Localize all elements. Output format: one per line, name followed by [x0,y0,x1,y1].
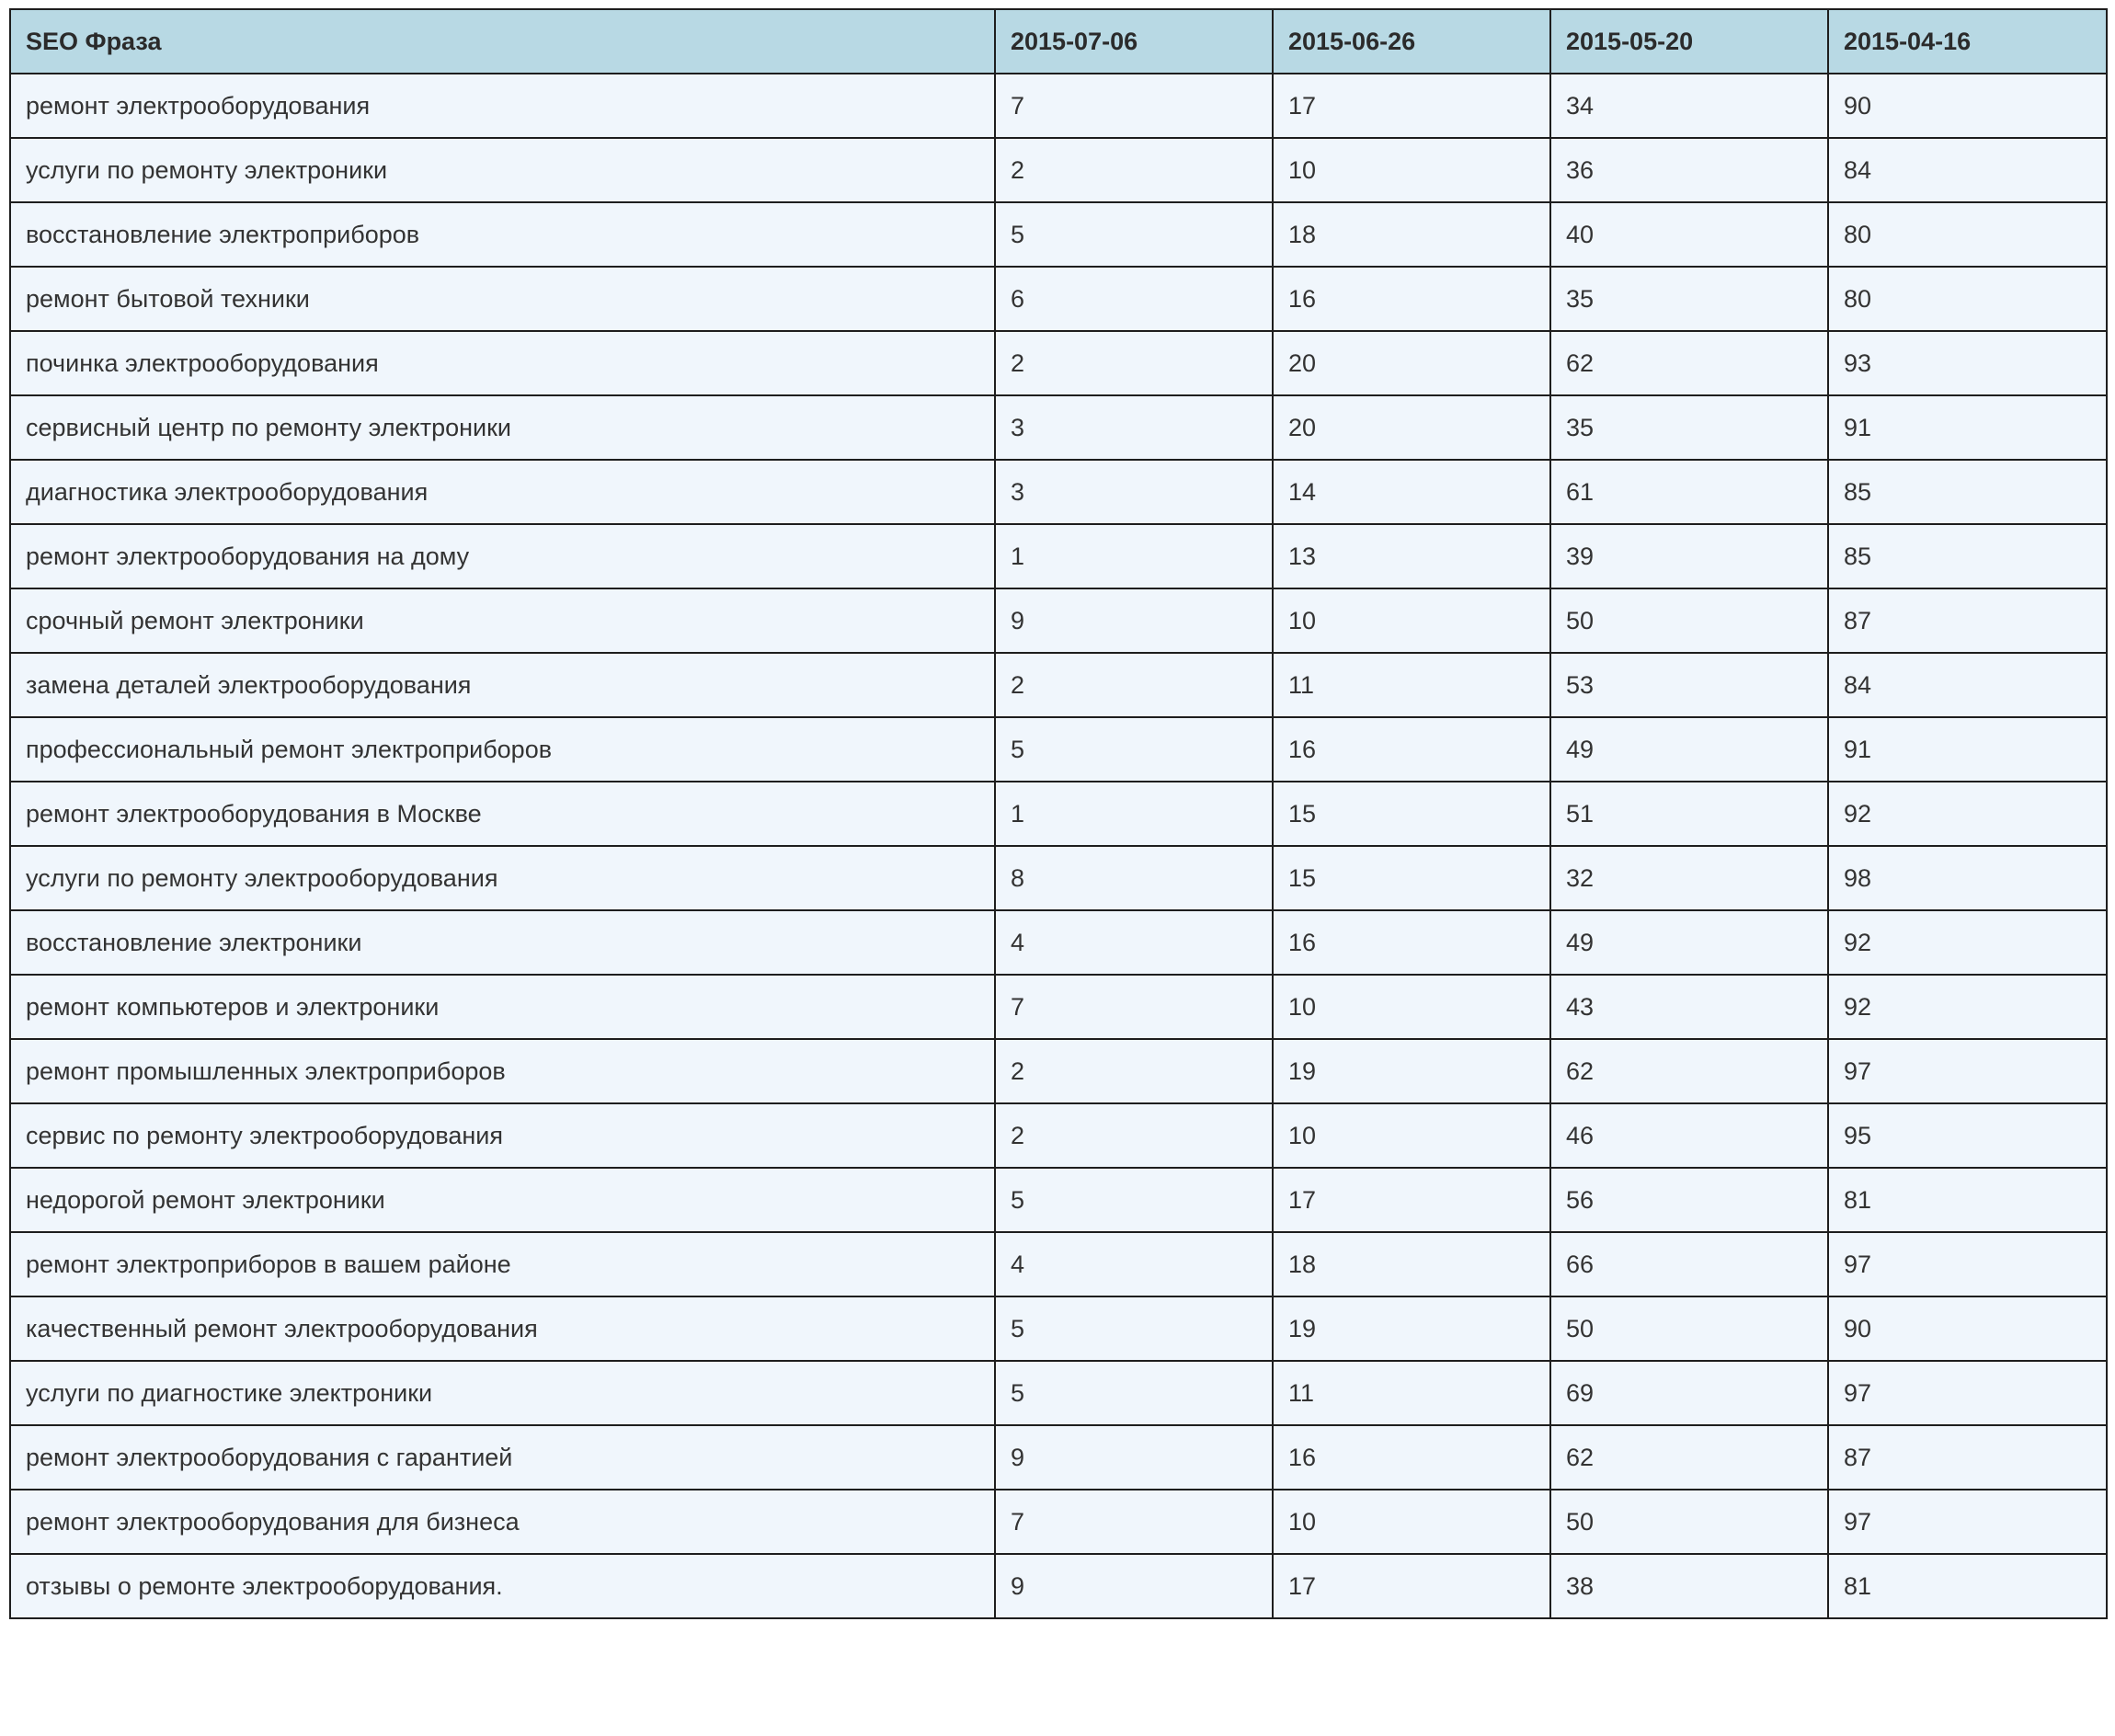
position-cell: 16 [1273,1425,1550,1490]
position-cell: 17 [1273,74,1550,138]
table-row [10,1039,2107,1103]
position-cell: 35 [1550,395,1828,460]
seo-phrase-table [9,8,2108,1619]
phrase-cell: ремонт бытовой техники [10,267,995,331]
position-cell: 19 [1273,1296,1550,1361]
phrase-cell: сервис по ремонту электрооборудования [10,1103,995,1168]
table-header-row [10,9,2107,74]
phrase-cell: ремонт промышленных электроприборов [10,1039,995,1103]
position-cell: 56 [1550,1168,1828,1232]
position-cell: 20 [1273,395,1550,460]
phrase-cell: ремонт электроприборов в вашем районе [10,1232,995,1296]
position-cell: 10 [1273,975,1550,1039]
table-row [10,1361,2107,1425]
phrase-cell: ремонт электрооборудования с гарантией [10,1425,995,1490]
table-row [10,524,2107,588]
position-cell: 2 [995,331,1273,395]
phrase-cell: ремонт компьютеров и электроники [10,975,995,1039]
table-row [10,1490,2107,1554]
position-cell: 18 [1273,1232,1550,1296]
table-row [10,74,2107,138]
position-cell: 11 [1273,1361,1550,1425]
position-cell: 9 [995,588,1273,653]
phrase-cell: ремонт электрооборудования на дому [10,524,995,588]
table-row [10,717,2107,782]
position-cell: 13 [1273,524,1550,588]
position-cell: 81 [1828,1554,2107,1618]
position-cell: 34 [1550,74,1828,138]
position-cell: 97 [1828,1490,2107,1554]
position-cell: 18 [1273,202,1550,267]
position-cell: 84 [1828,138,2107,202]
position-cell: 91 [1828,717,2107,782]
phrase-cell: ремонт электрооборудования [10,74,995,138]
position-cell: 2 [995,1103,1273,1168]
position-cell: 92 [1828,910,2107,975]
position-cell: 50 [1550,1490,1828,1554]
table-row [10,202,2107,267]
phrase-cell: починка электрооборудования [10,331,995,395]
position-cell: 9 [995,1554,1273,1618]
position-cell: 16 [1273,267,1550,331]
position-cell: 16 [1273,717,1550,782]
position-cell: 5 [995,1296,1273,1361]
phrase-cell: ремонт электрооборудования для бизнеса [10,1490,995,1554]
position-cell: 97 [1828,1232,2107,1296]
position-cell: 92 [1828,975,2107,1039]
position-cell: 5 [995,1168,1273,1232]
position-cell: 98 [1828,846,2107,910]
table-row [10,975,2107,1039]
position-cell: 91 [1828,395,2107,460]
position-cell: 90 [1828,1296,2107,1361]
phrase-cell: профессиональный ремонт электроприборов [10,717,995,782]
position-cell: 66 [1550,1232,1828,1296]
position-cell: 80 [1828,202,2107,267]
table-row [10,588,2107,653]
position-cell: 69 [1550,1361,1828,1425]
position-cell: 6 [995,267,1273,331]
position-cell: 50 [1550,1296,1828,1361]
position-cell: 97 [1828,1361,2107,1425]
position-cell: 80 [1828,267,2107,331]
position-cell: 32 [1550,846,1828,910]
position-cell: 14 [1273,460,1550,524]
column-header-date: 2015-04-16 [1828,9,2107,74]
position-cell: 5 [995,1361,1273,1425]
position-cell: 1 [995,524,1273,588]
position-cell: 2 [995,653,1273,717]
position-cell: 7 [995,74,1273,138]
phrase-cell: замена деталей электрооборудования [10,653,995,717]
position-cell: 51 [1550,782,1828,846]
position-cell: 7 [995,975,1273,1039]
phrase-cell: услуги по диагностике электроники [10,1361,995,1425]
phrase-cell: недорогой ремонт электроники [10,1168,995,1232]
table-row [10,267,2107,331]
position-cell: 90 [1828,74,2107,138]
table-row [10,1232,2107,1296]
position-cell: 4 [995,910,1273,975]
position-cell: 62 [1550,331,1828,395]
position-cell: 85 [1828,524,2107,588]
position-cell: 35 [1550,267,1828,331]
position-cell: 11 [1273,653,1550,717]
position-cell: 1 [995,782,1273,846]
position-cell: 7 [995,1490,1273,1554]
position-cell: 2 [995,1039,1273,1103]
position-cell: 97 [1828,1039,2107,1103]
table-row [10,460,2107,524]
position-cell: 3 [995,395,1273,460]
position-cell: 15 [1273,782,1550,846]
position-cell: 49 [1550,717,1828,782]
seo-table-container [9,8,2106,1619]
position-cell: 49 [1550,910,1828,975]
position-cell: 9 [995,1425,1273,1490]
table-row [10,846,2107,910]
phrase-cell: срочный ремонт электроники [10,588,995,653]
position-cell: 50 [1550,588,1828,653]
position-cell: 43 [1550,975,1828,1039]
phrase-cell: ремонт электрооборудования в Москве [10,782,995,846]
position-cell: 2 [995,138,1273,202]
position-cell: 87 [1828,588,2107,653]
position-cell: 39 [1550,524,1828,588]
column-header-phrase: SEO Фраза [10,9,995,74]
position-cell: 87 [1828,1425,2107,1490]
position-cell: 92 [1828,782,2107,846]
position-cell: 17 [1273,1554,1550,1618]
position-cell: 20 [1273,331,1550,395]
phrase-cell: диагностика электрооборудования [10,460,995,524]
phrase-cell: услуги по ремонту электроники [10,138,995,202]
phrase-cell: восстановление электроприборов [10,202,995,267]
table-row [10,1296,2107,1361]
phrase-cell: отзывы о ремонте электрооборудования. [10,1554,995,1618]
position-cell: 85 [1828,460,2107,524]
position-cell: 84 [1828,653,2107,717]
column-header-date: 2015-07-06 [995,9,1273,74]
table-row [10,910,2107,975]
table-row [10,1168,2107,1232]
position-cell: 81 [1828,1168,2107,1232]
position-cell: 5 [995,202,1273,267]
column-header-date: 2015-06-26 [1273,9,1550,74]
position-cell: 17 [1273,1168,1550,1232]
position-cell: 40 [1550,202,1828,267]
position-cell: 4 [995,1232,1273,1296]
position-cell: 46 [1550,1103,1828,1168]
table-row [10,782,2107,846]
table-row [10,1425,2107,1490]
position-cell: 8 [995,846,1273,910]
table-row [10,138,2107,202]
position-cell: 62 [1550,1425,1828,1490]
position-cell: 15 [1273,846,1550,910]
position-cell: 16 [1273,910,1550,975]
position-cell: 36 [1550,138,1828,202]
phrase-cell: качественный ремонт электрооборудования [10,1296,995,1361]
position-cell: 10 [1273,1103,1550,1168]
column-header-date: 2015-05-20 [1550,9,1828,74]
position-cell: 10 [1273,1490,1550,1554]
table-row [10,395,2107,460]
position-cell: 10 [1273,138,1550,202]
phrase-cell: восстановление электроники [10,910,995,975]
position-cell: 62 [1550,1039,1828,1103]
table-row [10,331,2107,395]
table-row [10,653,2107,717]
position-cell: 19 [1273,1039,1550,1103]
position-cell: 61 [1550,460,1828,524]
position-cell: 95 [1828,1103,2107,1168]
phrase-cell: сервисный центр по ремонту электроники [10,395,995,460]
table-body [10,74,2107,1618]
table-row [10,1554,2107,1618]
position-cell: 38 [1550,1554,1828,1618]
position-cell: 5 [995,717,1273,782]
position-cell: 10 [1273,588,1550,653]
phrase-cell: услуги по ремонту электрооборудования [10,846,995,910]
position-cell: 3 [995,460,1273,524]
position-cell: 93 [1828,331,2107,395]
position-cell: 53 [1550,653,1828,717]
table-row [10,1103,2107,1168]
